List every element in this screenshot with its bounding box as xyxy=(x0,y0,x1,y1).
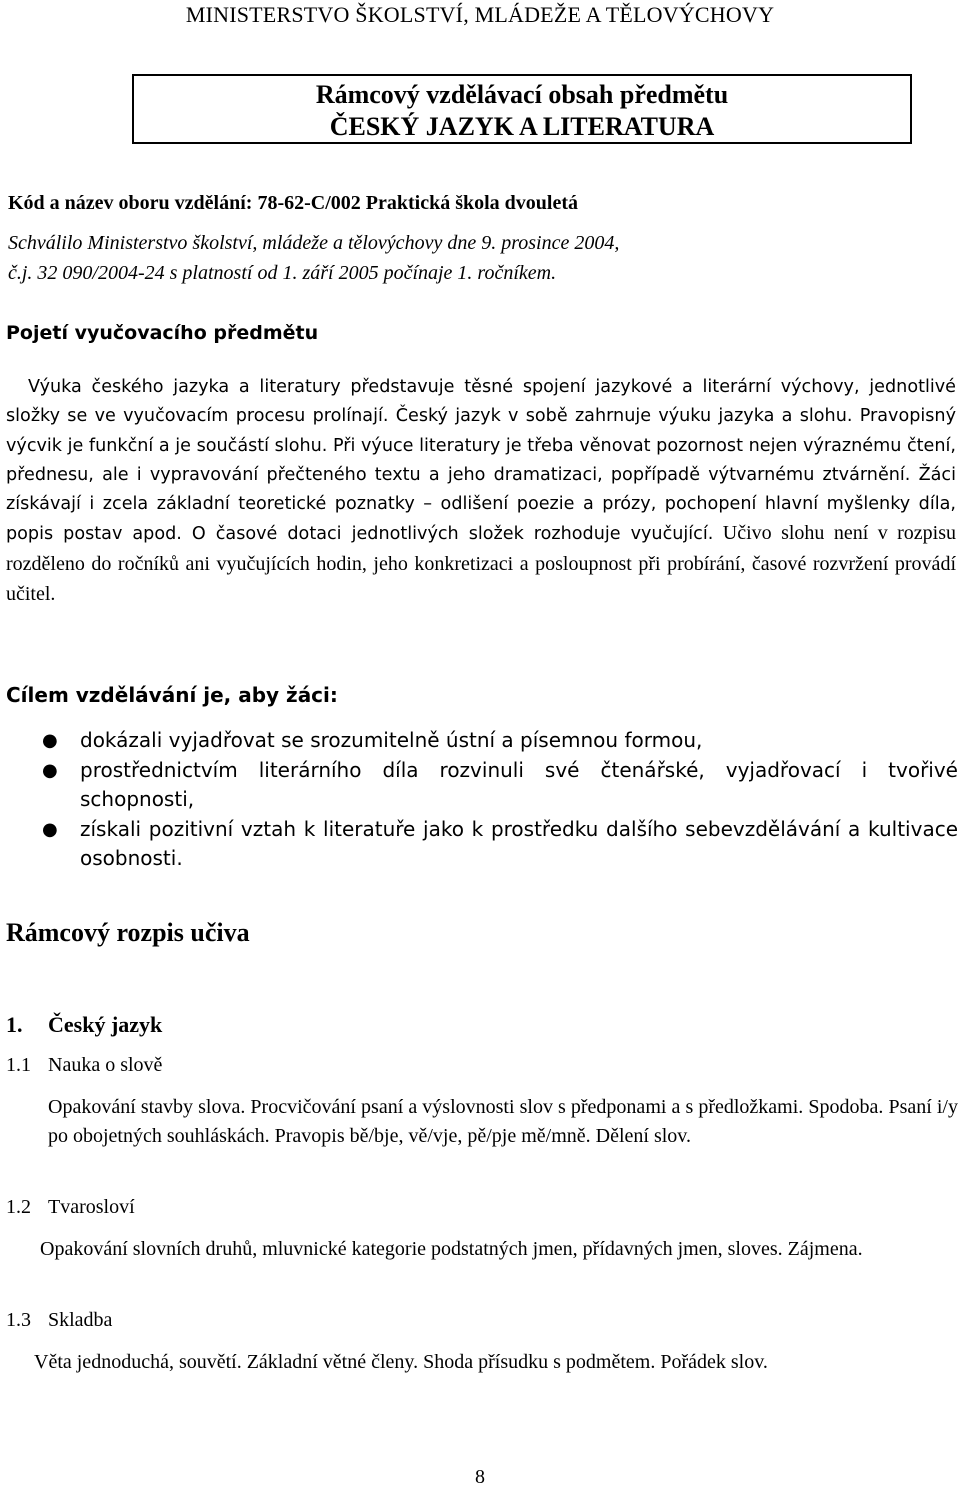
document-title-line2: ČESKÝ JAZYK A LITERATURA xyxy=(329,112,715,141)
document-title-box xyxy=(132,74,912,144)
bullet-icon: ● xyxy=(42,818,58,840)
goal-item-2: ● prostřednictvím literárního díla rozvinuli své čtenářské, vyjadřovací i tvořivé schopnosti, xyxy=(42,757,958,811)
subsection-heading-1-2: 1.2 Tvarosloví xyxy=(6,1196,135,1218)
section-heading-czech xyxy=(6,1012,162,1038)
approval-line-1: Schválilo Ministerstvo školství, mládeže a tělovýchovy dne 9. prosince 2004, xyxy=(8,232,620,254)
bullet-icon: ● xyxy=(42,759,58,781)
field-code-line: Kód a název oboru vzdělání: 78-62-C/002 Praktická škola dvouletá xyxy=(8,192,579,214)
goals-list xyxy=(0,726,958,874)
subsection-heading-1-3: 1.3 Skladba xyxy=(6,1309,113,1331)
curriculum-heading: Rámcový rozpis učiva xyxy=(6,918,250,947)
goal-item-1: ● dokázali vyjadřovat se srozumitelně ústní a písemnou formou, xyxy=(0,726,958,756)
subsection-heading-1-1: 1.1 Nauka o slově xyxy=(6,1054,163,1076)
concept-paragraph xyxy=(6,373,956,610)
document-title-line1: Rámcový vzdělávací obsah předmětu xyxy=(315,80,729,109)
goals-heading: Cílem vzdělávání je, aby žáci: xyxy=(6,683,338,707)
concept-heading: Pojetí vyučovacího předmětu xyxy=(6,322,319,344)
subsection-text-1-3: Věta jednoduchá, souvětí. Základní větné členy. Shoda přísudku s podmětem. Pořádek slov. xyxy=(34,1351,768,1373)
subsection-text-1-2: Opakování slovních druhů, mluvnické kategorie podstatných jmen, přídavných jmen, sloves. Zájmena. xyxy=(40,1238,863,1260)
page-number: 8 xyxy=(475,1466,485,1488)
approval-line-2: č.j. 32 090/2004-24 s platností od 1. září 2005 počínaje 1. ročníkem. xyxy=(8,262,557,284)
subsection-text-1-1: Opakování stavby slova. Procvičování psaní a výslovnosti slov s předponami a s předložkami. Spodoba. Psaní i/y po obojetných souhláskách. Pravopis bě/bje, vě/vje, pě/pje mě/mně. Dělení slov. xyxy=(48,1096,958,1148)
ministry-header: MINISTERSTVO ŠKOLSTVÍ, MLÁDEŽE A TĚLOVÝCHOVY xyxy=(185,2,775,27)
concept-text-serif: Učivo slohu není v rozpisu rozděleno do ročníků ani vyučujících hodin, jeho konkretizaci a posloupnost při probírání, časové rozvržení provádí učitel. xyxy=(6,522,957,606)
section-number: 1. xyxy=(6,1012,23,1037)
section-title: Český jazyk xyxy=(48,1012,163,1037)
concept-text-sans: Výuka českého jazyka a literatury představuje těsné spojení jazykové a literární výchovy, jednotlivé složky se ve vyučovacím procesu prolínají. Český jazyk v sobě zahrnuje výuku jazyka a slohu. Pravopisný výcvik je funkční a je součástí slohu. Při výuce literatury je třeba věnovat pozornost nejen výraznému čtení, přednesu, ale i vypravování přečteného textu a jeho dramatizaci, popřípadě výtvarnému ztvárnění. Žáci získávají i zcela základní teoretické poznatky – odlišení poezie a prózy, pochopení hlavní myšlenky díla, popis postav apod. O časové dotaci jednotlivých složek rozhoduje vyučující. xyxy=(6,377,956,545)
goal-item-3: ● získali pozitivní vztah k literatuře jako k prostředku dalšího sebevzdělávání a kultivace osobnosti. xyxy=(42,816,958,870)
bullet-icon: ● xyxy=(42,730,58,751)
